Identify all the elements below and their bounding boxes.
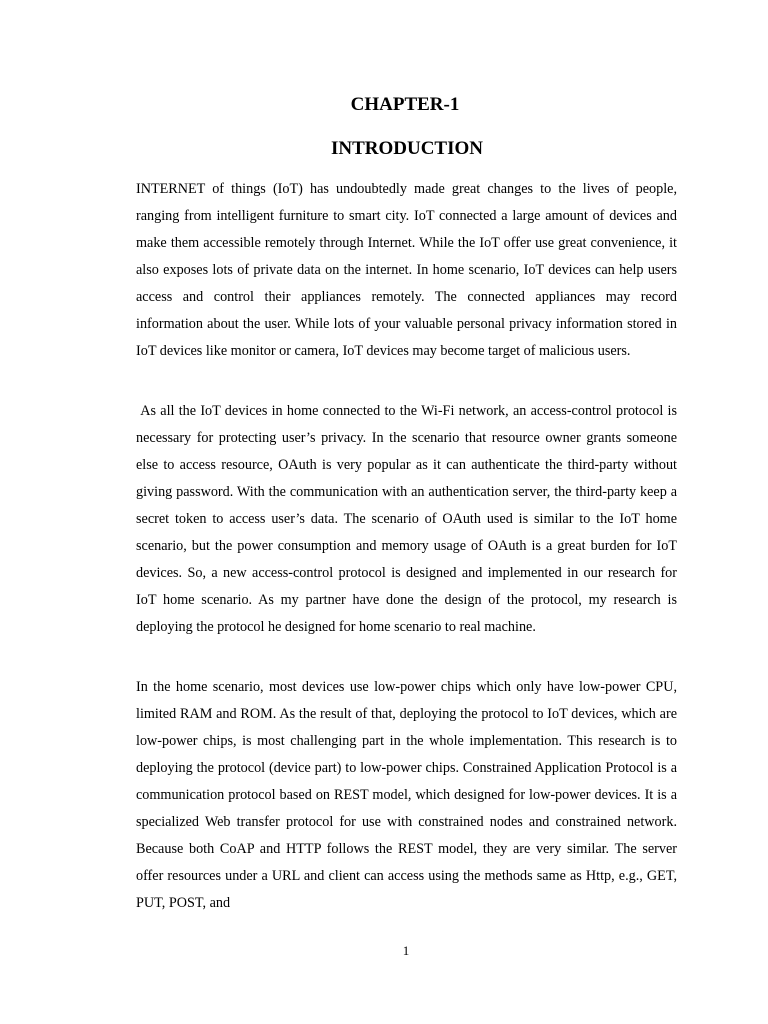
paragraph-low-power-chips: In the home scenario, most devices use low-power chips which only have low-power CPU, limited RAM and ROM. As the result of that, deploying the protocol to IoT devices, which are low-power chips, is most challenging part in the whole implementation. This research is to deploying the protocol (device part) to low-power chips. Constrained Application Protocol is a communication protocol based on REST model, which designed for low-power devices. It is a specialized Web transfer protocol for use with constrained nodes and constrained network. Because both CoAP and HTTP follows the REST model, they are very similar. The server offer resources under a URL and client can access using the methods same as Http, e.g., GET, PUT, POST, and [136, 679, 677, 911]
chapter-title: INTRODUCTION [330, 138, 484, 159]
chapter-label: CHAPTER-1 [350, 94, 460, 115]
paragraph-iot-overview: INTERNET of things (IoT) has undoubtedly made great changes to the lives of people, ranging from intelligent furniture to smart city. IoT connected a large amount of devices and make them accessible remotely through Internet. While the IoT offer use great convenience, it also exposes lots of private data on the internet. In home scenario, IoT devices can help users access and control their appliances remotely. The connected appliances may record information about the user. While lots of your valuable personal privacy information stored in IoT devices like monitor or camera, IoT devices may become target of malicious users. [136, 181, 677, 359]
page-number: 1 [402, 943, 410, 958]
paragraph-access-control: As all the IoT devices in home connected to the Wi-Fi network, an access-control protocol is necessary for protecting user’s privacy. In the scenario that resource owner grants someone else to access resource, OAuth is very popular as it can authenticate the third-party without giving password. With the communication with an authentication server, the third-party keep a secret token to access user’s data. The scenario of OAuth used is similar to the IoT home scenario, but the power consumption and memory usage of OAuth is a great burden for IoT devices. So, a new access-control protocol is designed and implemented in our research for IoT home scenario. As my partner have done the design of the protocol, my research is deploying the protocol he designed for home scenario to real machine. [136, 403, 677, 635]
